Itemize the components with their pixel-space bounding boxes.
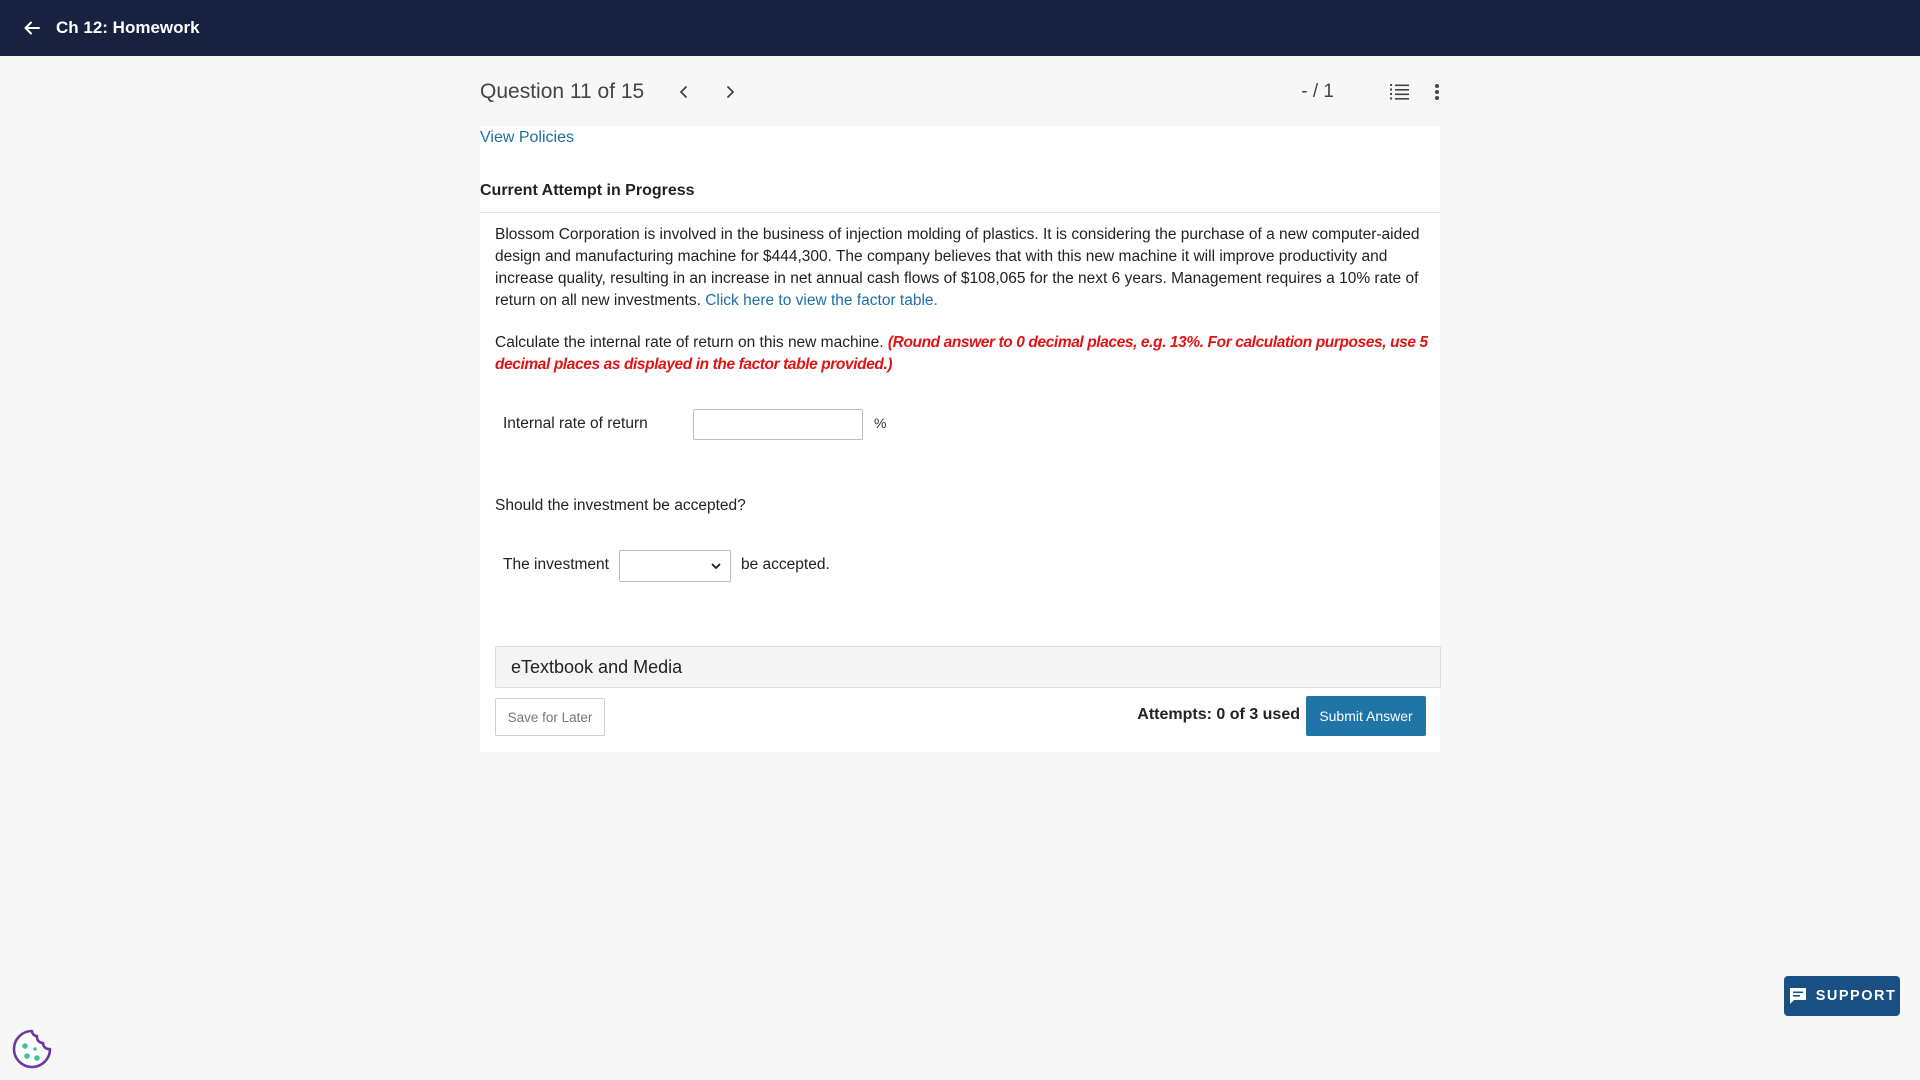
percent-unit: % <box>874 415 887 431</box>
more-vertical-icon <box>1434 83 1440 101</box>
support-label: SUPPORT <box>1815 988 1897 1004</box>
chevron-right-icon <box>724 85 736 99</box>
irr-label: Internal rate of return <box>503 415 648 432</box>
accepted-suffix: be accepted. <box>741 556 830 573</box>
top-bar <box>0 0 1920 56</box>
question-card <box>480 126 1440 752</box>
support-button[interactable] <box>1784 976 1900 1016</box>
more-options-button[interactable] <box>1434 83 1440 101</box>
cookie-icon <box>11 1028 53 1070</box>
question-score: - / 1 <box>1301 81 1334 102</box>
cookie-settings-button[interactable] <box>11 1028 53 1075</box>
acceptance-dropdown[interactable] <box>619 550 731 582</box>
investment-label: The investment <box>503 556 609 573</box>
attempts-label: Attempts: <box>1137 706 1212 723</box>
attempts-value: 0 of 3 used <box>1216 706 1300 723</box>
divider <box>480 212 1440 213</box>
question-list-icon <box>1390 83 1410 101</box>
etextbook-media-panel[interactable]: eTextbook and Media <box>495 646 1441 688</box>
assignment-title: Ch 12: Homework <box>56 18 200 37</box>
previous-question-button[interactable] <box>678 85 690 99</box>
question-list-button[interactable] <box>1390 83 1410 101</box>
back-to-assignment-link[interactable] <box>22 18 200 38</box>
save-for-later-button[interactable]: Save for Later <box>495 698 605 736</box>
view-policies-link[interactable]: View Policies <box>480 129 574 146</box>
question-instruction <box>495 332 1430 376</box>
question-text <box>495 224 1430 312</box>
next-question-button[interactable] <box>724 85 736 99</box>
question-counter: Question 11 of 15 <box>480 80 645 103</box>
chat-icon <box>1788 986 1808 1006</box>
chevron-left-icon <box>678 85 690 99</box>
question-header-actions <box>1301 81 1440 103</box>
acceptance-question: Should the investment be accepted? <box>495 497 746 514</box>
irr-input[interactable] <box>693 409 863 440</box>
chevron-down-icon <box>710 560 722 572</box>
question-header <box>480 60 1440 124</box>
arrow-left-icon <box>22 18 42 38</box>
instruction-text: Calculate the internal rate of return on this new machine. <box>495 334 884 351</box>
attempt-status-heading: Current Attempt in Progress <box>480 182 695 199</box>
submit-answer-button[interactable]: Submit Answer <box>1306 696 1426 736</box>
question-paragraph: Blossom Corporation is involved in the business of injection molding of plastics. It is considering the purchase of a new computer-aided design and manufacturing machine for $444,300. The company believes that with this new machine it will improve productivity and increase quality, resulting in an increase in net annual cash flows of $108,065 for the next 6 years. Management requires a 10% rate of return on all new investments. <box>495 226 1420 309</box>
factor-table-link[interactable]: Click here to view the factor table. <box>705 292 938 309</box>
attempts-counter <box>1137 706 1300 724</box>
rounding-instruction: (Round answer to 0 decimal places, e.g. 13%. For calculation purposes, use 5 decimal places as displayed in the factor table provided.) <box>495 334 1428 373</box>
